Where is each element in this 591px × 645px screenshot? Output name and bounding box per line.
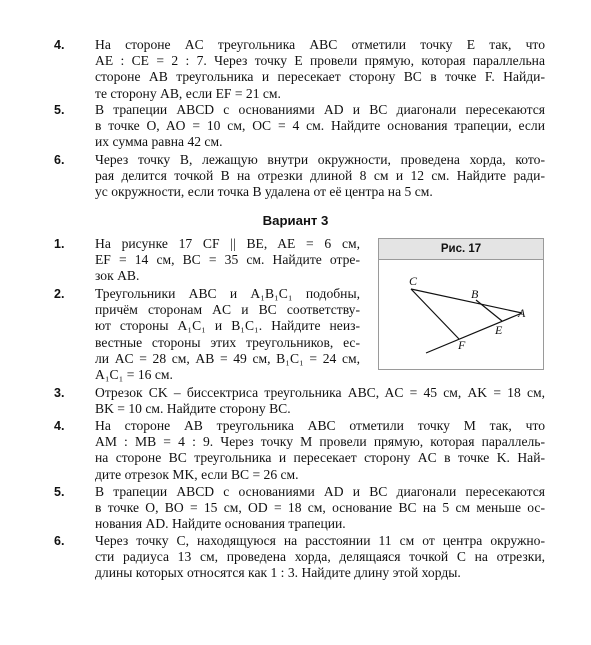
problem-text	[95, 418, 545, 483]
problem-number: 5.	[54, 485, 65, 499]
problem-number: 6.	[54, 534, 65, 548]
problem-text	[95, 286, 360, 383]
problem-text	[95, 152, 545, 201]
problem-line: в точке O, AO = 10 см, OC = 4 см. Найдите основания трапеции, если	[95, 118, 545, 134]
problem-line: рая делится точкой B на отрезки длиной 8 см и 12 см. Найдите ради-	[95, 168, 545, 184]
point-label-b: B	[471, 287, 479, 301]
problem-line: На стороне AC треугольника ABC отметили точку E так, что	[95, 37, 545, 52]
problem-number: 2.	[54, 287, 65, 301]
problem-text	[95, 236, 360, 285]
problem-line: сти радиуса 13 см, проведена хорда, делящаяся точкой C на отрезки,	[95, 549, 545, 565]
problem-number: 4.	[54, 38, 65, 52]
problem-line: их сумма равна 42 см.	[95, 134, 223, 150]
problem-line: в точке O, BO = 15 см, OD = 18 см, основание BC на 5 см меньше ос-	[95, 500, 545, 516]
problem-line: вестные стороны этих треугольников, ес-	[95, 334, 360, 350]
problem-number: 1.	[54, 237, 65, 251]
figure-title: Рис. 17	[379, 239, 543, 260]
problem-line: Отрезок CK – биссектриса треугольника ABC, AC = 45 см, AK = 18 см,	[95, 385, 545, 400]
problem-line: стороне AB треугольника и пересекает сторону BC в точке F. Найди-	[95, 69, 545, 85]
problem-text	[95, 385, 545, 417]
problem-line: нования AD. Найдите основания трапеции.	[95, 516, 346, 532]
point-label-f: F	[458, 338, 466, 352]
problem-line: ли AC = 28 см, AB = 49 см, B₁C₁ = 24 см,	[95, 350, 360, 366]
problem-line: на стороне BC треугольника и пересекает сторону AC в точке K. Най-	[95, 450, 545, 466]
problem-number: 3.	[54, 386, 65, 400]
line-be	[476, 300, 502, 321]
problem-text	[95, 102, 545, 151]
problem-text	[95, 484, 545, 533]
problem-line: На стороне AB треугольника ABC отметили точку M так, что	[95, 418, 545, 433]
problem-line: В трапеции ABCD с основаниями AD и BC диагонали пересекаются	[95, 102, 545, 117]
problem-line: ют стороны A₁C₁ и B₁C₁. Найдите неиз-	[95, 318, 360, 334]
problem-line: Через точку C, находящуюся на расстоянии 11 см от центра окружно-	[95, 533, 545, 548]
problem-line: те сторону AB, если EF = 21 см.	[95, 85, 281, 101]
problem-line: зок AB.	[95, 268, 140, 284]
point-label-c: C	[409, 274, 418, 288]
figure-17-drawing	[379, 259, 543, 369]
problem-number: 4.	[54, 419, 65, 433]
problem-line: BK = 10 см. Найдите сторону BC.	[95, 401, 291, 417]
problem-number: 5.	[54, 103, 65, 117]
figure-17	[378, 238, 544, 370]
variant-heading: Вариант 3	[262, 213, 329, 228]
point-label-e: E	[495, 323, 503, 337]
problem-line: Треугольники ABC и A₁B₁C₁ подобны,	[95, 286, 360, 301]
problem-line: AE : CE = 2 : 7. Через точку E провели прямую, которая параллельна	[95, 53, 545, 69]
point-label-a: A	[518, 306, 526, 320]
line-cf	[411, 289, 459, 339]
problem-line: На рисунке 17 CF || BE, AE = 6 см,	[95, 236, 360, 251]
line-ca	[411, 289, 522, 313]
problem-number: 6.	[54, 153, 65, 167]
problem-line: ус окружности, если точка B удалена от её центра на 5 см.	[95, 184, 433, 200]
problem-line: Через точку B, лежащую внутри окружности, проведена хорда, кото-	[95, 152, 545, 167]
problem-line: дите отрезок MK, если BC = 26 см.	[95, 466, 299, 482]
problem-text	[95, 533, 545, 582]
problem-text	[95, 37, 545, 102]
problem-line: В трапеции ABCD с основаниями AD и BC диагонали пересекаются	[95, 484, 545, 499]
problem-line: причём сторонам AC и BC соответству-	[95, 302, 360, 318]
problem-line: EF = 14 см, BC = 35 см. Найдите отре-	[95, 252, 360, 268]
problem-line: AM : MB = 4 : 9. Через точку M провели прямую, которая параллель-	[95, 434, 545, 450]
problem-line: A₁C₁ = 16 см.	[95, 367, 173, 383]
problem-line: длины которых относятся как 1 : 3. Найдите длину этой хорды.	[95, 565, 461, 581]
